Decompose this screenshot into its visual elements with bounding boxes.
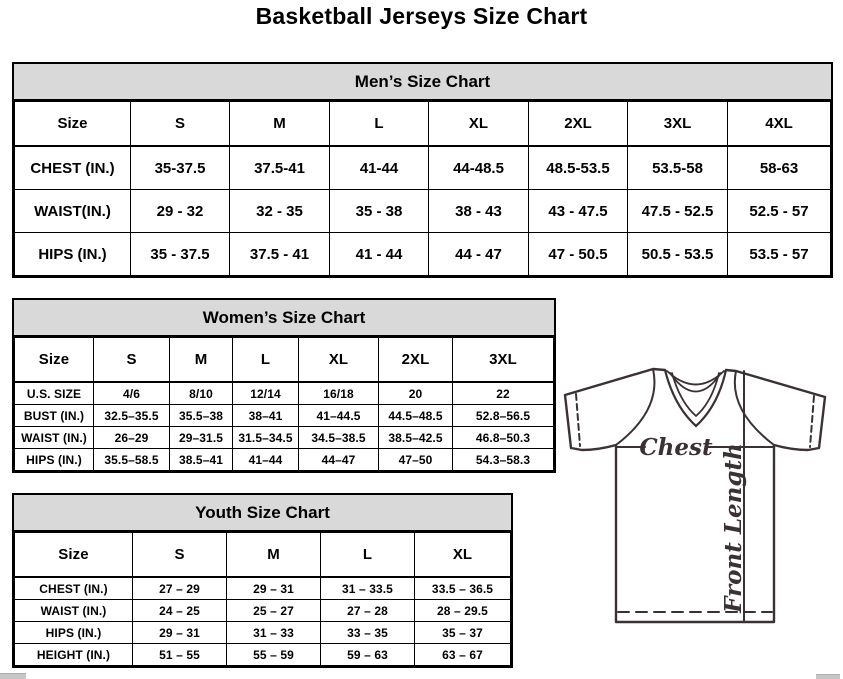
measurement-cell: 37.5-41 [230,146,330,190]
measurement-row [15,427,554,449]
size-column-header: XL [415,533,511,578]
jersey-outline-shape [565,369,825,622]
size-column-header: XL [429,102,529,147]
measurement-cell: 34.5–38.5 [299,427,379,449]
row-label: HEIGHT (IN.) [15,644,133,666]
front-length-label: Front Length [720,443,747,613]
measurement-cell: 29 - 32 [131,190,230,233]
measurement-cell: 33 – 35 [321,622,415,644]
measurement-cell: 35 - 37.5 [131,233,230,276]
measurement-row [15,382,554,405]
cuff-dash-left [576,394,580,446]
size-column-header: XL [299,338,379,383]
measurement-cell: 32 - 35 [230,190,330,233]
measurement-cell: 22 [453,382,554,405]
size-header-row [15,533,511,578]
measurement-cell: 20 [379,382,453,405]
size-label: Size [15,102,131,147]
cuff-dash-right [810,396,814,447]
measurement-cell: 38 - 43 [429,190,529,233]
size-column-header: 2XL [379,338,453,383]
measurement-cell: 46.8–50.3 [453,427,554,449]
measurement-cell: 41-44 [330,146,429,190]
measurement-cell: 31 – 33 [227,622,321,644]
measurement-cell: 48.5-53.5 [529,146,628,190]
measurement-cell: 58-63 [728,146,831,190]
womens-table [14,337,554,471]
row-label: WAIST (IN.) [15,427,94,449]
size-column-header: M [170,338,233,383]
measurement-cell: 38.5–41 [170,449,233,471]
measurement-cell: 47 - 50.5 [529,233,628,276]
measurement-cell: 27 – 29 [133,577,227,600]
measurement-cell: 16/18 [299,382,379,405]
size-header-row [15,102,831,147]
youth-chart-title: Youth Size Chart [14,495,511,532]
measurement-row [15,190,831,233]
size-header-row [15,338,554,383]
size-column-header: 2XL [529,102,628,147]
size-column-header: 3XL [453,338,554,383]
measurement-cell: 24 – 25 [133,600,227,622]
measurement-cell: 38.5–42.5 [379,427,453,449]
measurement-cell: 52.5 - 57 [728,190,831,233]
measurement-cell: 29–31.5 [170,427,233,449]
measurement-cell: 27 – 28 [321,600,415,622]
measurement-cell: 53.5 - 57 [728,233,831,276]
row-label: HIPS (IN.) [15,622,133,644]
measurement-row [15,233,831,276]
measurement-cell: 44 - 47 [429,233,529,276]
measurement-row [15,146,831,190]
size-column-header: M [230,102,330,147]
measurement-cell: 53.5-58 [628,146,728,190]
measurement-cell: 35 – 37 [415,622,511,644]
size-column-header: L [330,102,429,147]
jersey-measurement-diagram [552,358,837,636]
measurement-cell: 12/14 [233,382,299,405]
measurement-cell: 51 – 55 [133,644,227,666]
measurement-cell: 47.5 - 52.5 [628,190,728,233]
size-column-header: S [94,338,170,383]
mens-chart-title: Men’s Size Chart [14,64,831,101]
youth-size-chart [12,493,513,668]
horizontal-scrollbar-fragment-right[interactable] [816,674,840,679]
measurement-cell: 52.8–56.5 [453,405,554,427]
row-label: HIPS (IN.) [15,233,131,276]
measurement-cell: 35.5–38 [170,405,233,427]
measurement-cell: 4/6 [94,382,170,405]
size-label: Size [15,338,94,383]
row-label: WAIST(IN.) [15,190,131,233]
chest-label: Chest [639,434,713,461]
measurement-cell: 43 - 47.5 [529,190,628,233]
measurement-cell: 37.5 - 41 [230,233,330,276]
measurement-cell: 29 – 31 [133,622,227,644]
size-column-header: 4XL [728,102,831,147]
measurement-cell: 32.5–35.5 [94,405,170,427]
sleeve-seam-right [735,371,774,445]
measurement-cell: 55 – 59 [227,644,321,666]
womens-chart-title: Women’s Size Chart [14,300,554,337]
measurement-row [15,600,511,622]
size-column-header: S [131,102,230,147]
measurement-cell: 33.5 – 36.5 [415,577,511,600]
measurement-row [15,449,554,471]
measurement-row [15,644,511,666]
row-label: WAIST (IN.) [15,600,133,622]
measurement-cell: 59 – 63 [321,644,415,666]
measurement-row [15,577,511,600]
measurement-cell: 41–44.5 [299,405,379,427]
measurement-cell: 44–47 [299,449,379,471]
measurement-cell: 35.5–58.5 [94,449,170,471]
measurement-cell: 8/10 [170,382,233,405]
row-label: U.S. SIZE [15,382,94,405]
size-label: Size [15,533,133,578]
size-column-header: 3XL [628,102,728,147]
size-column-header: L [233,338,299,383]
measurement-cell: 38–41 [233,405,299,427]
size-column-header: S [133,533,227,578]
measurement-cell: 44-48.5 [429,146,529,190]
youth-table [14,532,511,666]
page-title: Basketball Jerseys Size Chart [255,3,588,29]
mens-table [14,101,831,276]
measurement-cell: 50.5 - 53.5 [628,233,728,276]
measurement-cell: 25 – 27 [227,600,321,622]
measurement-row [15,622,511,644]
horizontal-scrollbar-fragment-left[interactable] [0,673,26,679]
measurement-cell: 35 - 38 [330,190,429,233]
measurement-cell: 41–44 [233,449,299,471]
measurement-cell: 28 – 29.5 [415,600,511,622]
row-label: CHEST (IN.) [15,146,131,190]
size-column-header: L [321,533,415,578]
measurement-cell: 54.3–58.3 [453,449,554,471]
row-label: HIPS (IN.) [15,449,94,471]
measurement-row [15,405,554,427]
measurement-cell: 26–29 [94,427,170,449]
measurement-cell: 63 – 67 [415,644,511,666]
measurement-cell: 47–50 [379,449,453,471]
measurement-cell: 29 – 31 [227,577,321,600]
measurement-cell: 44.5–48.5 [379,405,453,427]
mens-size-chart [12,62,833,278]
row-label: CHEST (IN.) [15,577,133,600]
measurement-cell: 35-37.5 [131,146,230,190]
womens-size-chart [12,298,556,473]
measurement-cell: 31 – 33.5 [321,577,415,600]
row-label: BUST (IN.) [15,405,94,427]
measurement-cell: 31.5–34.5 [233,427,299,449]
measurement-cell: 41 - 44 [330,233,429,276]
size-column-header: M [227,533,321,578]
